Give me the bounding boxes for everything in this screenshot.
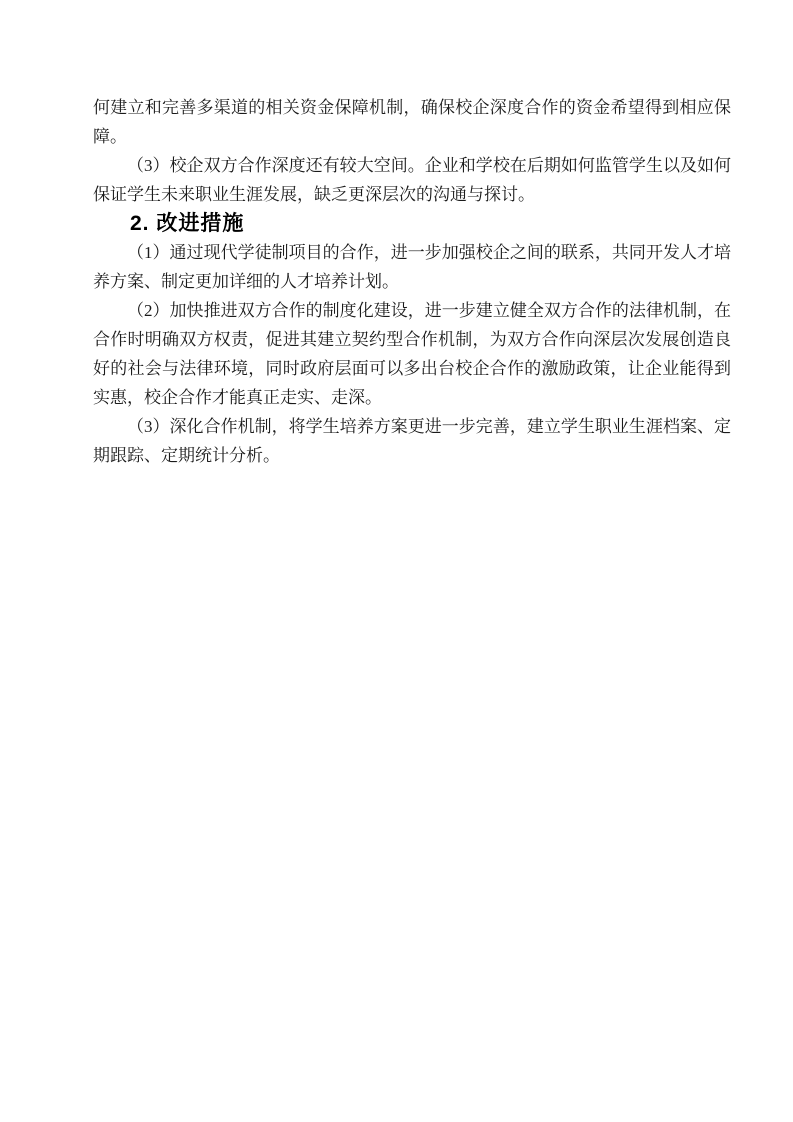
section-heading: 2. 改进措施 — [130, 212, 245, 235]
paragraph-measure-1: （1）通过现代学徒制项目的合作，进一步加强校企之间的联系，共同开发人才培养方案、制定更加详细的人才培养计划。 — [93, 243, 731, 291]
paragraph-measure-3: （3）深化合作机制，将学生培养方案更进一步完善，建立学生职业生涯档案、定期跟踪、定期统计分析。 — [93, 417, 731, 465]
paragraph-issue-3: （3）校企双方合作深度还有较大空间。企业和学校在后期如何监管学生以及如何保证学生未来职业生涯发展，缺乏更深层次的沟通与探讨。 — [93, 156, 731, 204]
paragraph-continuation: 何建立和完善多渠道的相关资金保障机制，确保校企深度合作的资金希望得到相应保障。 — [93, 98, 731, 146]
paragraph-measure-2: （2）加快推进双方合作的制度化建设，进一步建立健全双方合作的法律机制，在合作时明确双方权责，促进其建立契约型合作机制，为双方合作向深层次发展创造良好的社会与法律环境，同时政府层面可以多出台校企合作的激励政策，让企业能得到实惠，校企合作才能真正走实、走深。 — [93, 301, 731, 407]
text-content — [93, 93, 731, 470]
